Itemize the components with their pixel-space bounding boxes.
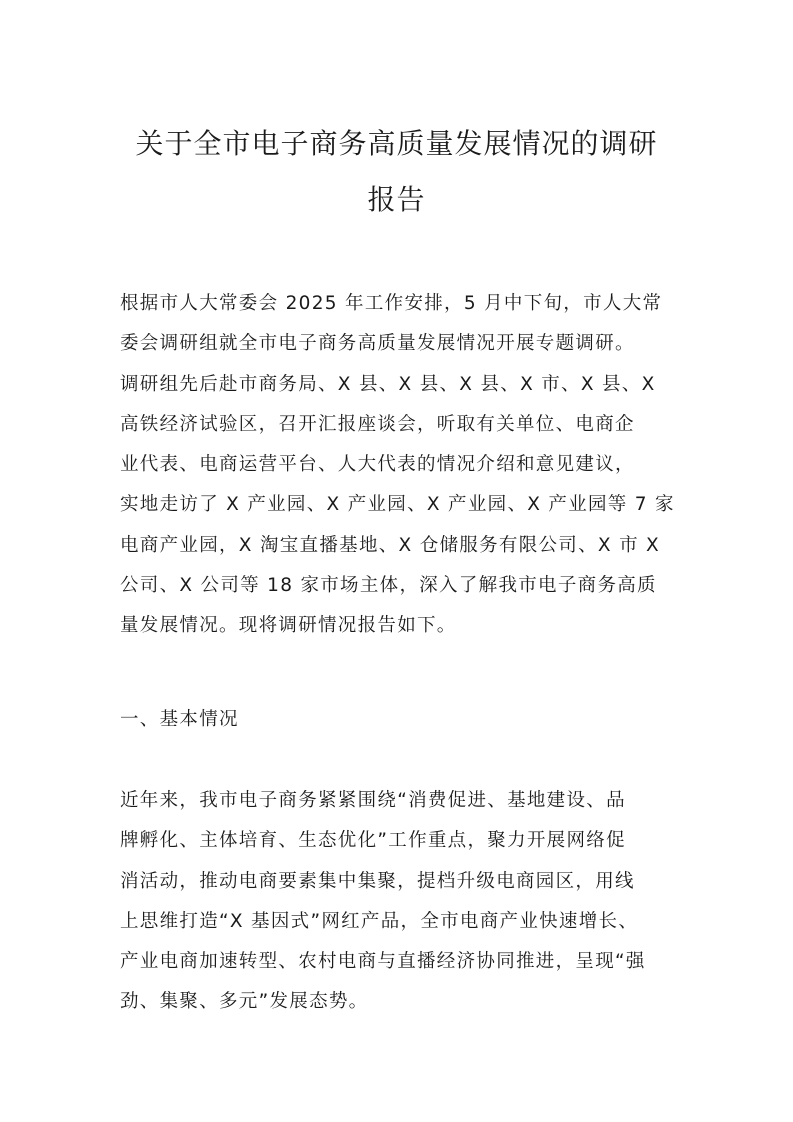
paragraph-line: 高铁经济试验区，召开汇报座谈会，听取有关单位、电商企 bbox=[120, 413, 635, 435]
paragraph-line: 量发展情况。现将调研情况报告如下。 bbox=[120, 615, 457, 637]
intro-paragraph bbox=[120, 284, 676, 647]
paragraph-line: 调研组先后赴市商务局、X 县、X 县、X 县、X 市、X 县、X bbox=[120, 373, 656, 395]
paragraph-line: 劲、集聚、多元”发展态势。 bbox=[120, 991, 369, 1013]
paragraph-line: 电商产业园，X 淘宝直播基地、X 仓储服务有限公司、X 市 X bbox=[120, 534, 661, 556]
title-line: 关于全市电子商务高质量发展情况的调研 bbox=[135, 127, 658, 160]
title-line: 报告 bbox=[367, 183, 426, 216]
section-paragraph bbox=[120, 781, 676, 1023]
paragraph-line: 产业电商加速转型、农村电商与直播经济协同推进，呈现“强 bbox=[120, 951, 646, 973]
document-title bbox=[120, 116, 673, 228]
paragraph-line: 消活动，推动电商要素集中集聚，提档升级电商园区，用线 bbox=[120, 870, 635, 892]
section-heading: 一、基本情况 bbox=[120, 709, 239, 730]
paragraph-line: 牌孵化、主体培育、生态优化”工作重点，聚力开展网络促 bbox=[120, 830, 626, 852]
paragraph-line: 根据市人大常委会 2025 年工作安排，5 月中下旬，市人大常 bbox=[120, 293, 663, 314]
paragraph-line: 近年来，我市电子商务紧紧围绕“消费促进、基地建设、品 bbox=[120, 790, 626, 811]
paragraph-line: 公司、X 公司等 18 家市场主体，深入了解我市电子商务高质 bbox=[120, 575, 657, 597]
paragraph-line: 上思维打造“X 基因式”网红产品，全市电商产业快速增长、 bbox=[120, 910, 639, 932]
paragraph-line: 委会调研组就全市电子商务高质量发展情况开展专题调研。 bbox=[120, 333, 635, 355]
paragraph-line: 业代表、电商运营平台、人大代表的情况介绍和意见建议， bbox=[120, 454, 635, 476]
paragraph-line: 实地走访了 X 产业园、X 产业园、X 产业园、X 产业园等 7 家 bbox=[120, 494, 675, 516]
